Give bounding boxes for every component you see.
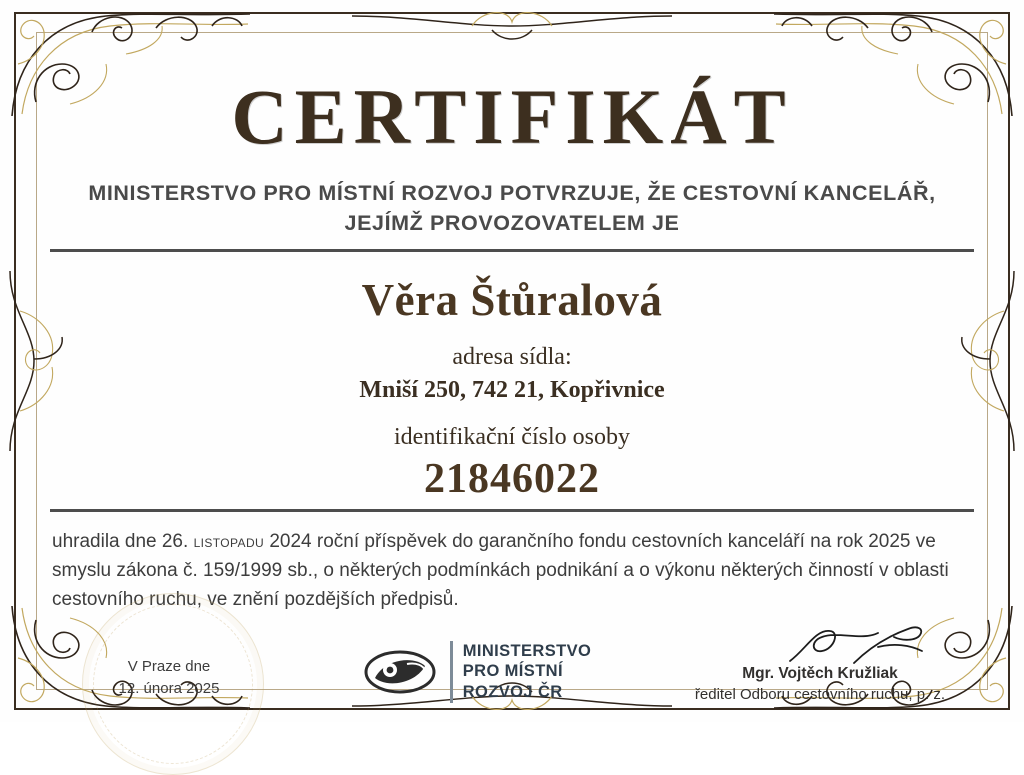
address-value: Mniší 250, 742 21, Kopřivnice bbox=[359, 376, 665, 403]
ministry-logo-icon bbox=[363, 644, 437, 700]
address-label: adresa sídla: bbox=[452, 343, 572, 370]
body-text-part-1: uhradila dne 26. bbox=[52, 530, 194, 552]
holder-block bbox=[44, 252, 980, 503]
signatory-role: ředitel Odboru cestovního ruchu, p. z. bbox=[694, 685, 946, 703]
ministry-logo-line-3: ROZVOJ ČR bbox=[462, 683, 563, 702]
body-text-smallcaps: listopadu bbox=[193, 530, 265, 551]
signatory-name: Mgr. Vojtěch Kružliak bbox=[742, 664, 898, 682]
ico-value: 21846022 bbox=[424, 455, 600, 502]
ministry-logo-line-1: MINISTERSTVO bbox=[462, 641, 592, 660]
signature-block bbox=[670, 665, 970, 707]
ministry-logo-line-2: PRO MÍSTNÍ bbox=[462, 662, 563, 681]
subtitle-line-2: JEJÍMŽ PROVOZOVATELEM JE bbox=[344, 211, 680, 236]
body-text-part-2: 2024 roční příspěvek do garančního fondu cestovních kanceláří na rok 2025 ve smyslu zákona č. 159/1999 sb., o některých podmínkách podnikání a o výkonu některých činností v oblasti cestovního ruchu, ve znění pozdějších předpisů. bbox=[52, 530, 949, 610]
issue-date: 12. února 2025 bbox=[118, 680, 220, 698]
ico-label: identifikační číslo osoby bbox=[394, 423, 630, 450]
holder-name: Věra Štůralová bbox=[361, 274, 663, 325]
certificate-footer bbox=[44, 615, 980, 707]
ornament-top-center-icon bbox=[352, 0, 672, 60]
subtitle-line-1: MINISTERSTVO PRO MÍSTNÍ ROZVOJ POTVRZUJE, ŽE CESTOVNÍ KANCELÁŘ, bbox=[88, 180, 936, 205]
certificate-content bbox=[44, 52, 980, 703]
page-title: CERTIFIKÁT bbox=[231, 73, 793, 160]
ministry-logo-block bbox=[363, 641, 592, 707]
handwritten-signature-icon bbox=[782, 619, 932, 671]
issue-place: V Praze dne bbox=[127, 657, 211, 675]
certificate-subtitle bbox=[44, 178, 980, 239]
ministry-logo-text bbox=[450, 641, 592, 703]
certificate-body-text bbox=[44, 512, 980, 615]
issue-place-date bbox=[54, 656, 284, 707]
